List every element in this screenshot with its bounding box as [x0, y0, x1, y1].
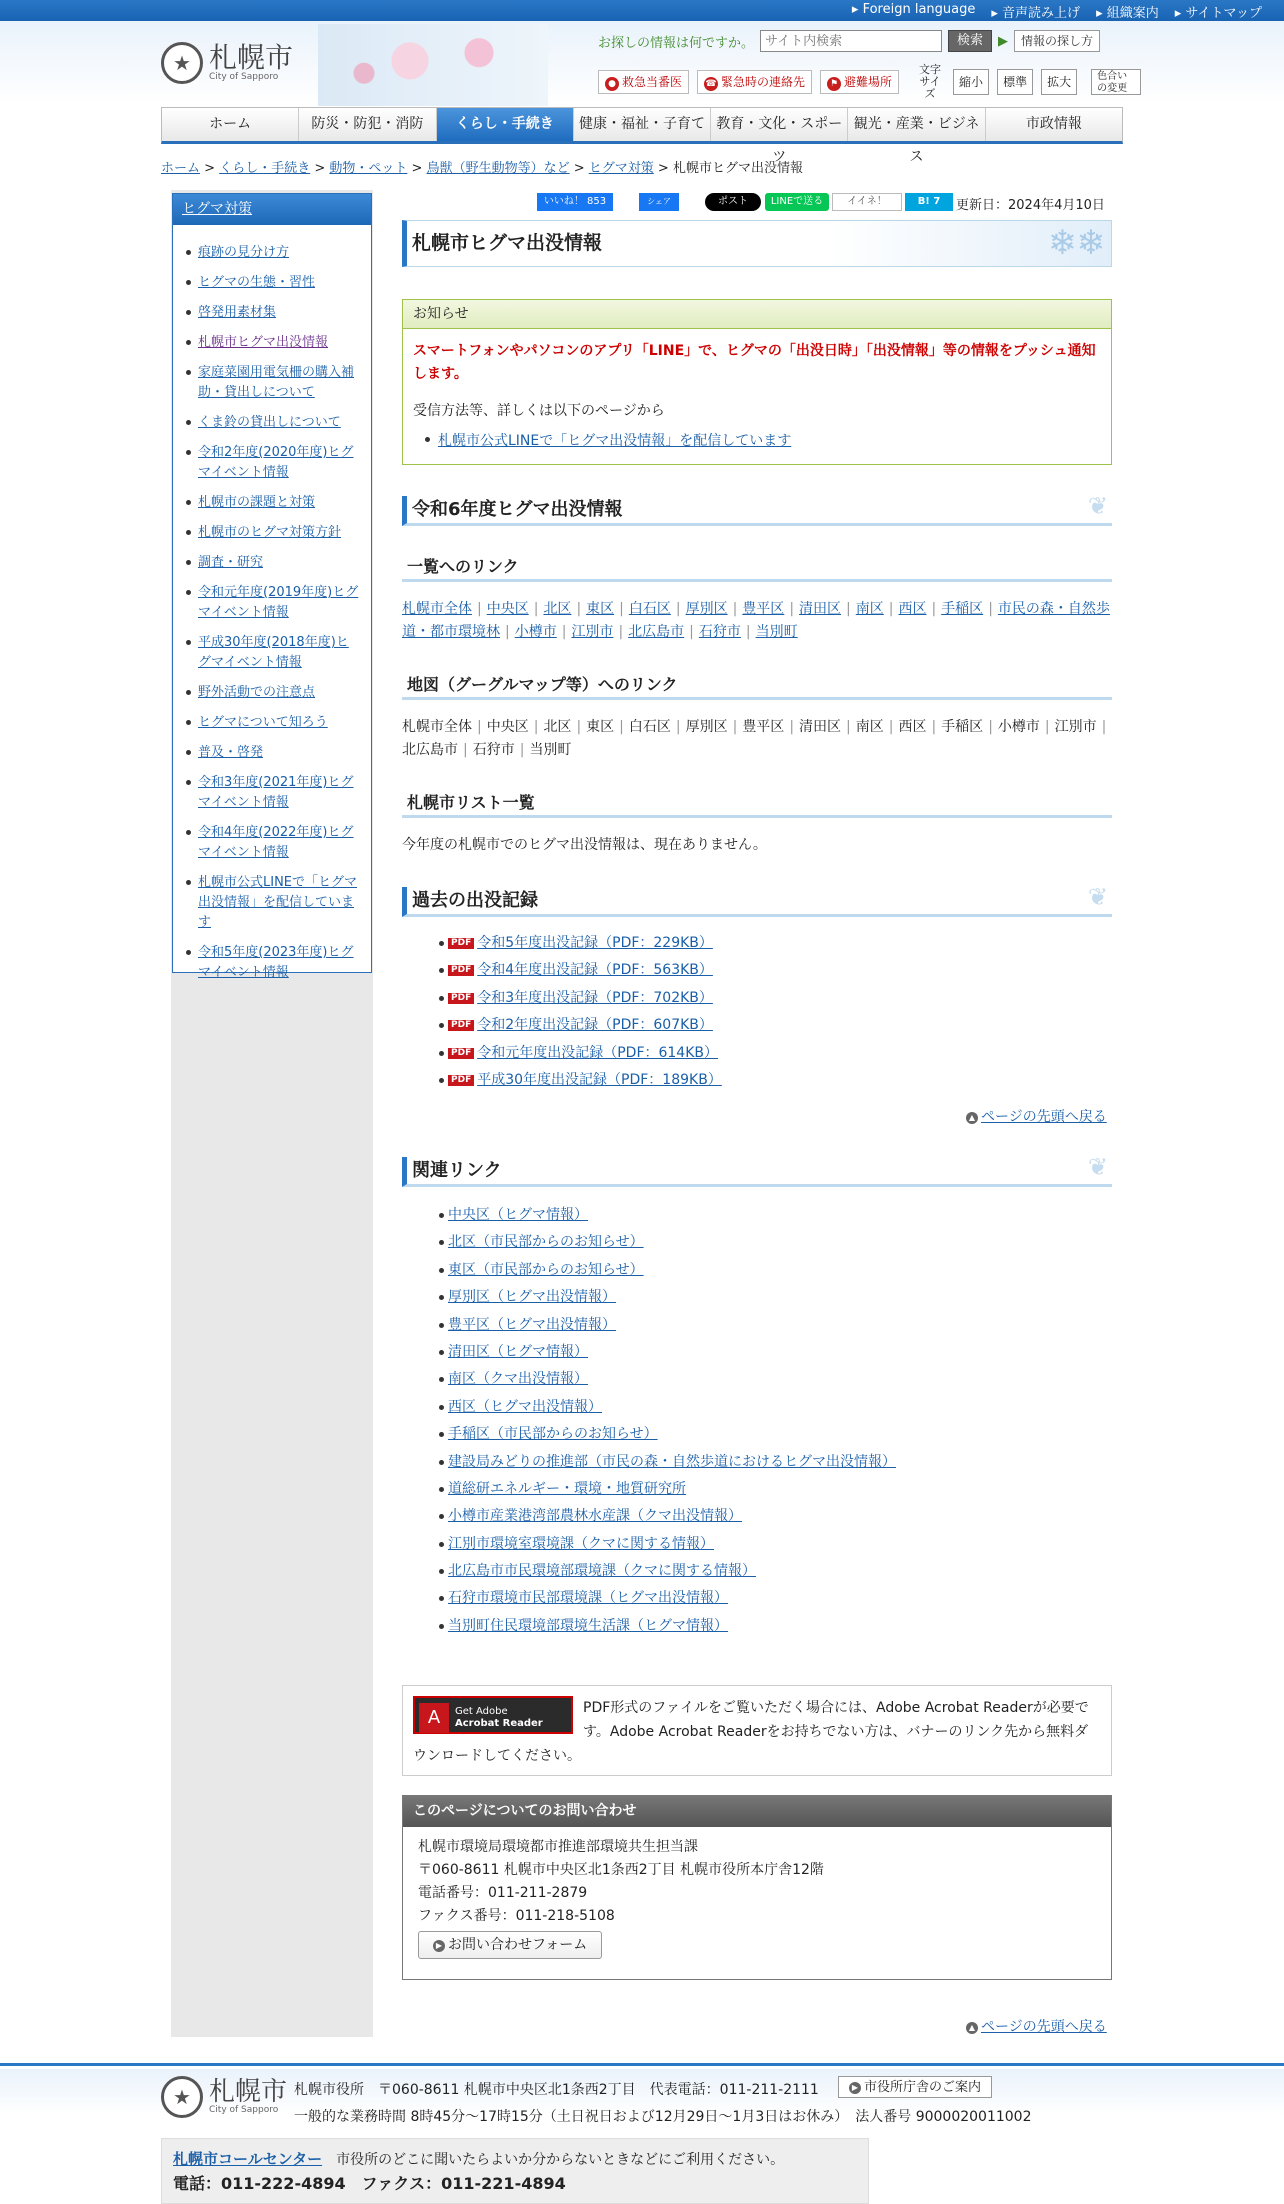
list-item [448, 1205, 1108, 1232]
sidebar-link[interactable]: ヒグマについて知ろう [198, 715, 328, 730]
font-large-button[interactable]: 拡大 [1041, 69, 1077, 95]
logo-name: 札幌市 [209, 41, 294, 74]
map-link: 厚別区 [685, 719, 728, 735]
to-top-text[interactable]: ページの先頭へ戻る [981, 2019, 1107, 2035]
map-link: 北区 [543, 719, 572, 735]
sidebar-link[interactable]: 令和4年度(2022年度)ヒグマイベント情報 [198, 825, 354, 860]
list-link[interactable]: 北区 [543, 601, 572, 617]
nav-living[interactable]: くらし・手続き [437, 108, 574, 141]
list-links: 札幌市全体 | 中央区 | 北区 | 東区 | 白石区 | 厚別区 | 豊平区 | 清田区 | 南区 | 西区 | 手稲区 | 市民の森・自然歩道・都市環境林 | 小樽市 | 江別市 | 北広島市 | 石狩市 | 当別町 [402, 601, 1110, 640]
sidebar-item [185, 773, 361, 813]
contact-body [403, 1827, 1111, 1968]
map-links: 札幌市全体 | 中央区 | 北区 | 東区 | 白石区 | 厚別区 | 豊平区 | 清田区 | 南区 | 西区 | 手稲区 | 小樽市 | 江別市 |北広島市 | 石狩市 | 当別町 [402, 719, 1107, 758]
pdf-link[interactable]: 令和3年度出没記録（PDF：702KB） [477, 989, 713, 1006]
breadcrumb-wildlife[interactable]: 鳥獣（野生動物等）など [426, 161, 570, 176]
nav-disaster[interactable]: 防災・防犯・消防 [299, 108, 436, 141]
sidebar-item [185, 333, 361, 353]
footer-logo-sub: City of Sapporo [209, 2105, 279, 2115]
sidebar-item [185, 493, 361, 513]
list-link[interactable]: 清田区 [799, 601, 842, 617]
sidebar-item [185, 303, 361, 323]
sidebar-link[interactable]: 家庭菜園用電気柵の購入補助・貸出しについて [198, 365, 355, 400]
contact-fax: ファクス番号：011-218-5108 [418, 1908, 615, 1924]
list-link[interactable]: 石狩市 [698, 624, 741, 640]
sidebar-item [185, 363, 361, 403]
related-link[interactable]: 南区（クマ出没情報） [448, 1371, 588, 1388]
list-item [448, 1534, 1108, 1561]
sidebar-link[interactable]: 令和元年度(2019年度)ヒグマイベント情報 [198, 585, 359, 620]
sidebar-link[interactable]: 札幌市の課題と対策 [198, 495, 316, 510]
related-link[interactable]: 小樽市産業港湾部農林水産課（クマ出没情報） [448, 1508, 742, 1525]
link-sitemap[interactable]: ▸ サイトマップ [1174, 6, 1262, 21]
search-input[interactable] [760, 30, 942, 52]
breadcrumb-pets[interactable]: 動物・ペット [329, 161, 408, 176]
related-link[interactable]: 豊平区（ヒグマ出没情報） [448, 1316, 616, 1333]
arrow-icon: ▶ [433, 1940, 445, 1952]
city-list-heading: 札幌市リスト一覧 [402, 792, 1112, 818]
breadcrumb: ホーム > くらし・手続き > 動物・ペット > 鳥獣（野生動物等）など > ヒグマ対策 > 札幌市ヒグマ出没情報 [161, 161, 803, 176]
list-link[interactable]: 白石区 [628, 601, 671, 617]
ornament-icon: ❦ [1087, 1153, 1108, 1181]
map-link: 清田区 [799, 719, 842, 735]
notice-box [402, 299, 1112, 465]
list-item [448, 960, 1108, 987]
page-title [402, 220, 1112, 267]
related-link[interactable]: 厚別区（ヒグマ出没情報） [448, 1289, 616, 1306]
contact-dept: 札幌市環境局環境都市推進部環境共生担当課 [418, 1839, 698, 1855]
logo-sub: City of Sapporo [209, 72, 279, 82]
related-link[interactable]: 石狩市環境市民部環境課（ヒグマ出没情報） [448, 1590, 728, 1607]
page-title-text: 札幌市ヒグマ出没情報 [412, 232, 603, 254]
list-link[interactable]: 当別町 [755, 624, 798, 640]
ornament-icon: ❦ [1087, 492, 1108, 520]
notice-text: 受信方法等、詳しくは以下のページから [413, 403, 665, 419]
nav-home[interactable]: ホーム [162, 108, 299, 141]
list-link[interactable]: 手稲区 [941, 601, 984, 617]
map-links-heading: 地図（グーグルマップ等）へのリンク [402, 674, 1112, 700]
related-link[interactable]: 清田区（ヒグマ情報） [448, 1343, 588, 1360]
map-link: 手稲区 [941, 719, 984, 735]
list-item [448, 1452, 1108, 1479]
banner-line2: Acrobat Reader [455, 1718, 543, 1729]
contact-address: 〒060-8611 札幌市中央区北1条西2丁目 札幌市役所本庁舎12階 [418, 1862, 824, 1878]
breadcrumb-home[interactable]: ホーム [161, 161, 201, 176]
related-link[interactable]: 西区（ヒグマ出没情報） [448, 1398, 602, 1415]
list-link[interactable]: 北広島市 [628, 624, 685, 640]
pdf-icon: PDF [448, 1048, 474, 1059]
notice-line-link[interactable]: 札幌市公式LINEで「ヒグマ出没情報」を配信しています [438, 433, 792, 449]
sidebar-item [185, 873, 361, 933]
map-link: 豊平区 [742, 719, 785, 735]
pdf-link[interactable]: 令和4年度出没記録（PDF：563KB） [477, 962, 713, 979]
section-heading-past: 過去の出没記録 ❦ [402, 887, 1112, 917]
sidebar-link[interactable]: 調査・研究 [198, 555, 264, 570]
contact-phone: 電話番号：011-211-2879 [418, 1885, 588, 1901]
search-question: お探しの情報は何ですか。 [598, 35, 755, 51]
sidebar-list [173, 225, 371, 983]
list-link[interactable]: 西区 [898, 601, 927, 617]
sidebar-link[interactable]: 令和5年度(2023年度)ヒグマイベント情報 [198, 945, 354, 980]
sidebar-link[interactable]: 啓発用素材集 [198, 305, 277, 320]
sidebar-item [185, 743, 361, 763]
line-send-button[interactable]: LINEで送る [765, 193, 829, 211]
list-link[interactable]: 厚別区 [685, 601, 728, 617]
emergency-contact-button[interactable]: ☎ 緊急時の連絡先 [697, 70, 812, 94]
sidebar-link[interactable]: くま鈴の貸出しについて [198, 415, 341, 430]
contact-box [402, 1795, 1112, 1980]
related-link[interactable]: 中央区（ヒグマ情報） [448, 1207, 588, 1223]
search-guide-button[interactable]: 情報の探し方 [1014, 30, 1100, 52]
hatena-bookmark-button[interactable]: B! 7 [905, 193, 953, 211]
list-item [448, 1561, 1108, 1588]
social-bar [402, 190, 1112, 214]
map-link: 白石区 [628, 719, 671, 735]
list-item [448, 1070, 1108, 1097]
breadcrumb-living[interactable]: くらし・手続き [219, 161, 311, 176]
pdf-link[interactable]: 令和2年度出没記録（PDF：607KB） [477, 1017, 713, 1034]
pdf-icon: PDF [448, 993, 474, 1004]
related-link[interactable]: 当別町住民環境部環境生活課（ヒグマ情報） [448, 1617, 728, 1634]
search-area [598, 30, 1100, 52]
list-item [448, 1369, 1108, 1396]
footer-hours: 一般的な業務時間 8時45分～17時15分（土日祝日および12月29日～1月3日はお休み） 法人番号 9000020011002 [294, 2109, 1032, 2125]
sidebar-link[interactable]: 札幌市のヒグマ対策方針 [198, 525, 342, 540]
sidebar-title[interactable]: ヒグマ対策 [182, 201, 252, 217]
call-center [161, 2138, 869, 2204]
sidebar-item [185, 633, 361, 673]
updated-date: 更新日：2024年4月10日 [956, 198, 1105, 213]
city-seal-icon: ★ [161, 42, 203, 84]
list-link[interactable]: 市民の森・自然歩道・都市環境林 [402, 601, 1110, 640]
arrow-icon: ▶ [849, 2082, 861, 2094]
footer-logo-name: 札幌市 [209, 2077, 288, 2107]
call-center-tel: 電話：011-222-4894 ファクス：011-221-4894 [173, 2174, 566, 2193]
office-guide-label: 市役所庁舎のご案内 [864, 2080, 982, 2095]
map-link: 南区 [855, 719, 884, 735]
to-top-link-1[interactable] [966, 1106, 1107, 1126]
sidebar-item [185, 583, 361, 623]
pdf-icon: PDF [448, 938, 474, 949]
sidebar-link[interactable]: 痕跡の見分け方 [198, 245, 290, 260]
sidebar-item [185, 443, 361, 483]
emergency-doctor-button[interactable]: ● 救急当番医 [598, 70, 689, 94]
list-item [448, 1616, 1108, 1643]
map-link: 小樽市 [997, 719, 1040, 735]
list-item [448, 1588, 1108, 1615]
list-item [448, 1287, 1108, 1314]
related-link[interactable]: 東区（市民部からのお知らせ） [448, 1261, 644, 1278]
pdf-icon: PDF [448, 1020, 474, 1031]
nav-education[interactable]: 教育・文化・スポーツ [711, 108, 848, 141]
snowflake-icon: ❄❄ [1048, 223, 1105, 263]
city-seal-icon: ★ [161, 2076, 203, 2118]
nav-health[interactable]: 健康・福祉・子育て [574, 108, 711, 141]
notice-alert: スマートフォンやパソコンのアプリ「LINE」で、ヒグマの「出没日時」「出没情報」等の情報をプッシュ通知します。 [413, 343, 1096, 382]
sidebar-item [185, 523, 361, 543]
sidebar [172, 193, 372, 980]
color-change-button[interactable]: 色合いの変更 [1091, 69, 1141, 95]
related-link[interactable]: 道総研エネルギー・環境・地質研究所 [448, 1480, 686, 1497]
pdf-icon: PDF [448, 1075, 474, 1086]
link-organization[interactable]: ▸ 組織案内 [1096, 6, 1159, 21]
sidebar-link[interactable]: 札幌市公式LINEで「ヒグマ出没情報」を配信しています [198, 875, 358, 930]
sidebar-link[interactable]: 普及・啓発 [198, 745, 264, 760]
arrow-up-icon: ▲ [966, 1112, 978, 1124]
pdf-icon: PDF [448, 965, 474, 976]
call-center-desc: 市役所のどこに聞いたらよいか分からないときなどにご利用ください。 [336, 2152, 785, 2168]
sidebar-item [185, 413, 361, 433]
sidebar-link-current[interactable]: 札幌市ヒグマ出没情報 [198, 335, 329, 350]
evacuation-icon: ⚑ [827, 77, 841, 91]
list-link[interactable]: 南区 [855, 601, 884, 617]
past-records-list [448, 933, 1108, 1097]
list-link[interactable]: 豊平区 [742, 601, 785, 617]
related-link[interactable]: 北区（市民部からのお知らせ） [448, 1234, 644, 1251]
map-link: 札幌市全体 [402, 719, 472, 735]
breadcrumb-current: 札幌市ヒグマ出没情報 [672, 161, 803, 176]
pdf-link[interactable]: 平成30年度出没記録（PDF：189KB） [477, 1071, 722, 1088]
list-item [448, 1506, 1108, 1533]
top-links [852, 2, 1262, 21]
pdf-link[interactable]: 令和元年度出没記録（PDF：614KB） [477, 1044, 719, 1061]
list-item [448, 1232, 1108, 1259]
list-item [448, 1424, 1108, 1451]
facebook-share-button[interactable]: シェア [639, 193, 679, 211]
list-item [448, 1015, 1108, 1042]
global-nav [161, 107, 1123, 165]
font-size-label: 文字サイズ [919, 63, 942, 100]
list-item [448, 933, 1108, 960]
font-normal-button[interactable]: 標準 [997, 69, 1033, 95]
related-links-list [448, 1205, 1108, 1643]
x-post-button[interactable]: ポスト [705, 193, 761, 211]
list-item [448, 1479, 1108, 1506]
footer-logo [161, 2076, 287, 2118]
facebook-like-button[interactable]: いいね！ 853 [537, 193, 613, 211]
sidebar-header [173, 194, 371, 225]
sidebar-item [185, 553, 361, 573]
contact-form-button[interactable] [418, 1931, 602, 1959]
adobe-text: PDF形式のファイルをご覧いただく場合には、Adobe Acrobat Readerが必要です。Adobe Acrobat Readerをお持ちでない方は、バナーのリンク先から無料ダウンロードしてください。 [413, 1700, 1089, 1764]
nav-city[interactable]: 市政情報 [1025, 116, 1082, 132]
emergency-links [598, 64, 1141, 100]
notice-header: お知らせ [403, 300, 1111, 329]
hospital-icon: ● [605, 77, 619, 91]
sidebar-item [185, 823, 361, 863]
sidebar-item [185, 273, 361, 293]
list-link[interactable]: 中央区 [486, 601, 529, 617]
arrow-up-icon: ▲ [966, 2022, 978, 2034]
list-links-heading: 一覧へのリンク [402, 556, 1112, 582]
related-link[interactable]: 手稲区（市民部からのお知らせ） [448, 1426, 658, 1443]
list-item [448, 1043, 1108, 1070]
ornament-icon: ❦ [1087, 883, 1108, 911]
contact-form-label: お問い合わせフォーム [448, 1937, 588, 1953]
site-logo[interactable] [161, 42, 293, 84]
map-link: 石狩市 [472, 742, 515, 758]
list-link[interactable]: 札幌市全体 [402, 601, 472, 617]
office-guide-button[interactable] [838, 2076, 992, 2098]
phone-icon: ☎ [705, 79, 717, 89]
sidebar-link[interactable]: ヒグマの生態・習性 [198, 275, 316, 290]
to-top-link-2[interactable] [966, 2016, 1107, 2036]
section-heading-r6: 令和6年度ヒグマ出没情報 ❦ [402, 496, 1112, 526]
header-flower-image [318, 24, 548, 106]
list-item [448, 988, 1108, 1015]
section-heading-related: 関連リンク ❦ [402, 1157, 1112, 1187]
sidebar-item [185, 943, 361, 983]
map-link: 西区 [898, 719, 927, 735]
adobe-reader-box [402, 1685, 1112, 1776]
top-bar [0, 0, 1284, 21]
acrobat-icon: A [419, 1703, 449, 1733]
sidebar-link[interactable]: 平成30年度(2018年度)ヒグマイベント情報 [198, 635, 349, 670]
nav-tourism[interactable]: 観光・産業・ビジネス [848, 108, 985, 141]
related-link[interactable]: 北広島市市民環境部環境課（クマに関する情報） [448, 1563, 756, 1580]
map-link: 北広島市 [402, 742, 458, 758]
sidebar-link[interactable]: 野外活動での注意点 [198, 685, 316, 700]
play-icon: ▶ [998, 33, 1009, 49]
list-item [448, 1260, 1108, 1287]
pdf-link[interactable]: 令和5年度出没記録（PDF：229KB） [477, 935, 713, 951]
notice-link-item [403, 420, 1111, 450]
link-voice-reader[interactable]: ▸ 音声読み上げ [991, 6, 1081, 21]
list-link[interactable]: 東区 [586, 601, 615, 617]
call-center-link[interactable]: 札幌市コールセンター [173, 2150, 323, 2168]
related-link[interactable]: 建設局みどりの推進部（市民の森・自然歩道におけるヒグマ出没情報） [448, 1453, 896, 1470]
list-item [448, 1342, 1108, 1369]
evacuation-button[interactable]: ⚑ 避難場所 [820, 70, 899, 94]
related-link[interactable]: 江別市環境室環境課（クマに関する情報） [448, 1535, 714, 1552]
sidebar-link[interactable]: 令和3年度(2021年度)ヒグマイベント情報 [198, 775, 354, 810]
footer-address: 札幌市役所 〒060-8611 札幌市中央区北1条西2丁目 代表電話：011-211-2111 [294, 2082, 819, 2098]
link-foreign-language[interactable]: ▸ Foreign language [851, 2, 976, 17]
map-link: 中央区 [486, 719, 529, 735]
contact-header: このページについてのお問い合わせ [403, 1796, 1111, 1827]
sidebar-item [185, 683, 361, 703]
city-list-text: 今年度の札幌市でのヒグマ出没情報は、現在ありません。 [402, 837, 767, 853]
breadcrumb-bear[interactable]: ヒグマ対策 [588, 161, 654, 176]
sidebar-item [185, 713, 361, 733]
list-item [448, 1397, 1108, 1424]
banner-line1: Get Adobe [455, 1706, 508, 1717]
map-link: 当別町 [529, 742, 572, 758]
adobe-reader-banner[interactable] [413, 1696, 573, 1734]
sidebar-link[interactable]: 令和2年度(2020年度)ヒグマイベント情報 [198, 445, 354, 480]
map-link: 江別市 [1054, 719, 1097, 735]
font-small-button[interactable]: 縮小 [953, 69, 989, 95]
list-link[interactable]: 小樽市 [514, 624, 557, 640]
map-link: 東区 [586, 719, 615, 735]
mixi-button[interactable]: イイネ！ [832, 193, 902, 211]
list-item [448, 1315, 1108, 1342]
search-button[interactable]: 検索 [948, 30, 992, 52]
to-top-text[interactable]: ページの先頭へ戻る [981, 1109, 1107, 1125]
list-link[interactable]: 江別市 [571, 624, 614, 640]
sidebar-item [185, 243, 361, 263]
